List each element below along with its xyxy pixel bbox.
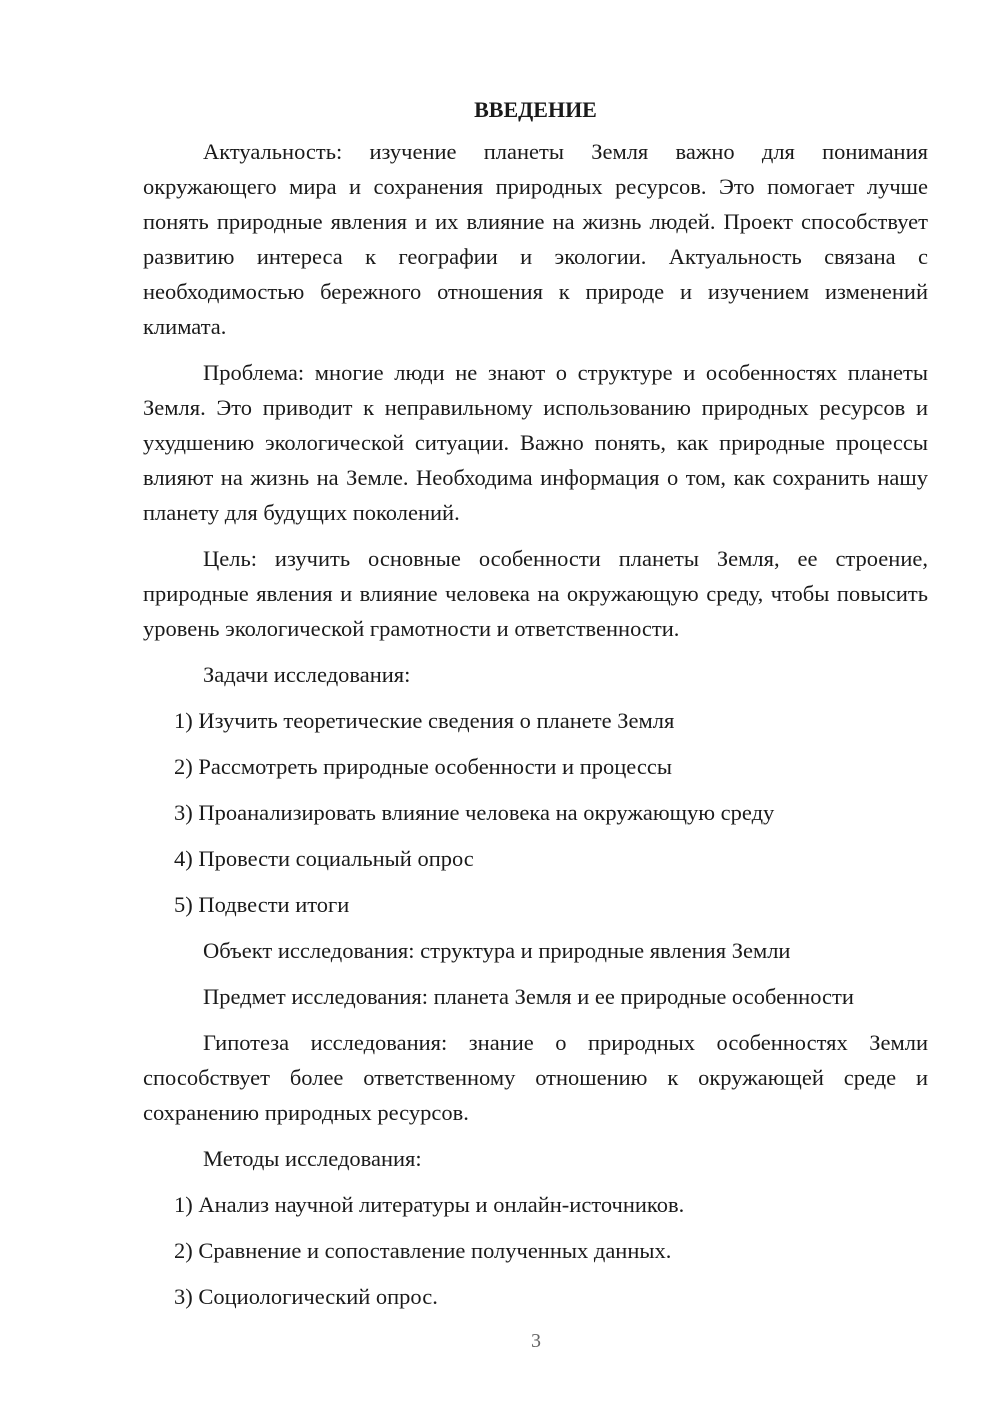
- task-item: 1) Изучить теоретические сведения о планете Земля: [174, 708, 675, 733]
- goal-paragraph: Цель: изучить основные особенности планеты Земля, ее строение, природные явления и влияние человека на окружающую среду, чтобы повысить уровень экологической грамотности и ответственности.: [143, 546, 928, 641]
- hypothesis-paragraph: Гипотеза исследования: знание о природных особенностях Земли способствует более ответственному отношению к окружающей среде и сохранению природных ресурсов.: [143, 1030, 928, 1125]
- task-item: 3) Проанализировать влияние человека на окружающую среду: [174, 800, 775, 825]
- task-item: 5) Подвести итоги: [174, 892, 350, 917]
- task-item: 4) Провести социальный опрос: [174, 846, 474, 871]
- section-heading: ВВЕДЕНИЕ: [474, 97, 597, 122]
- research-object: Объект исследования: структура и природные явления Земли: [203, 938, 791, 963]
- method-item: 1) Анализ научной литературы и онлайн-источников.: [174, 1192, 685, 1217]
- page-number: 3: [531, 1330, 541, 1352]
- method-item: 3) Социологический опрос.: [174, 1284, 438, 1309]
- document-page: [143, 94, 928, 1325]
- methods-title: Методы исследования:: [203, 1146, 422, 1171]
- method-item: 2) Сравнение и сопоставление полученных данных.: [174, 1238, 672, 1263]
- relevance-paragraph: Актуальность: изучение планеты Земля важно для понимания окружающего мира и сохранения природных ресурсов. Это помогает лучше понять природные явления и их влияние на жизнь людей. Проект способствует развитию интереса к географии и экологии. Актуальность связана с необходимостью бережного отношения к природе и изучением изменений климата.: [143, 139, 928, 339]
- task-item: 2) Рассмотреть природные особенности и процессы: [174, 754, 672, 779]
- tasks-title: Задачи исследования:: [203, 662, 411, 687]
- problem-paragraph: Проблема: многие люди не знают о структуре и особенностях планеты Земля. Это приводит к неправильному использованию природных ресурсов и ухудшению экологической ситуации. Важно понять, как природные процессы влияют на жизнь на Земле. Необходима информация о том, как сохранить нашу планету для будущих поколений.: [143, 360, 928, 525]
- research-subject: Предмет исследования: планета Земля и ее природные особенности: [203, 984, 854, 1009]
